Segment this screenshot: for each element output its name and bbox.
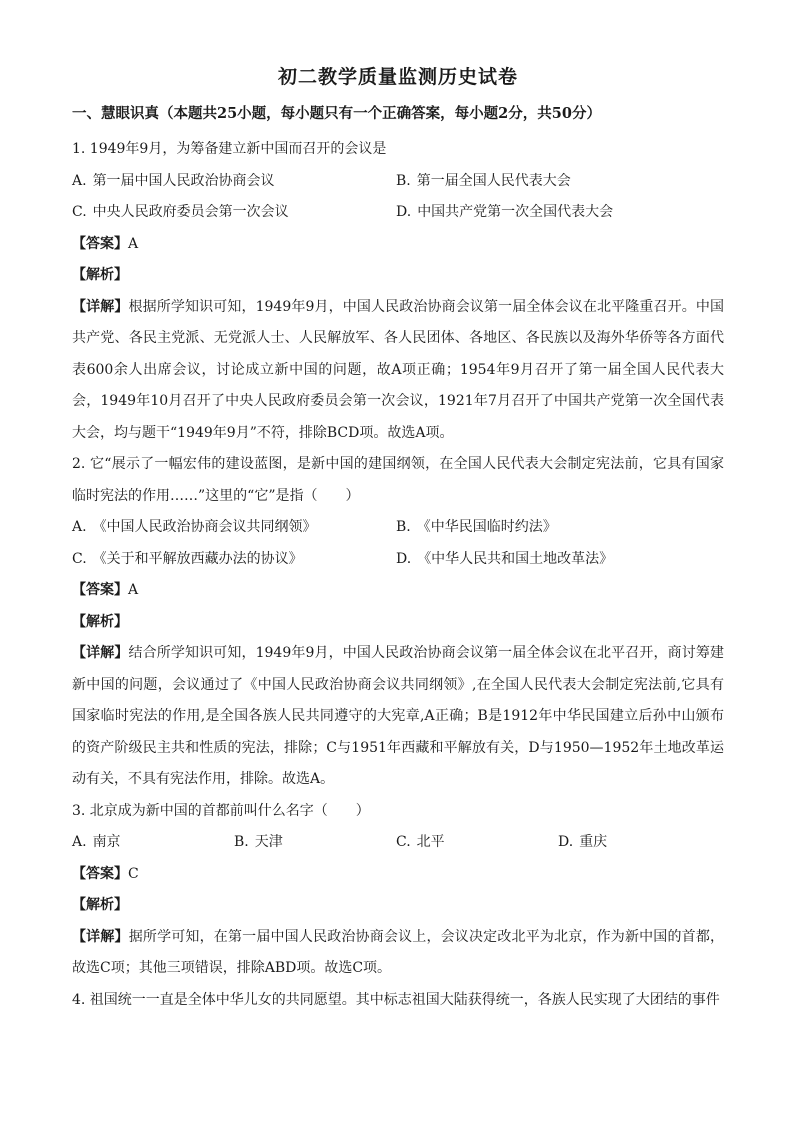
question-2 [72, 449, 724, 796]
analysis-label: 【解析】 [72, 613, 128, 630]
page-title: 初二教学质量监测历史试卷 [277, 66, 518, 88]
answer-label: 【答案】 [72, 865, 128, 882]
section-heading: 一、慧眼识真（本题共25小题，每小题只有一个正确答案，每小题2分，共50分） [72, 105, 601, 122]
detail-label: 【详解】 [72, 645, 129, 661]
detail-label: 【详解】 [72, 298, 129, 315]
answer-line [72, 575, 724, 607]
exam-page [72, 64, 724, 1016]
answer-value: A [128, 582, 139, 598]
question-stem: 1. 1949年9月，为筹备建立新中国而召开的会议是 [72, 141, 387, 157]
options-row [72, 827, 724, 859]
options-row [72, 512, 724, 544]
option-d: D. 重庆 [558, 834, 608, 850]
options-row [72, 544, 724, 576]
option-c: C. 《关于和平解放西藏办法的协议》 [72, 550, 303, 567]
detail-label: 【详解】 [72, 928, 129, 945]
detail-text: 根据所学知识可知，1949年9月，中国人民政治协商会议第一届全体会议在北平隆重召开。中国共产党、各民主党派、无党派人士、人民解放军、各人民团体、各地区、各民族以及海外华侨等各方面代表600余人出席会议，讨论成立新中国的问题，故A项正确；1954年9月召开了第一届全国人民代表大会，1949年10月召开了中央人民政府委员会第一次会议，1921年7月召开了中国共产党第一次全国代表大会，均与题干“1949年9月”不符，排除BCD项。故选A项。 [72, 298, 724, 441]
option-b: B. 天津 [234, 834, 283, 850]
detail-paragraph [72, 292, 724, 450]
detail-paragraph [72, 922, 724, 985]
answer-line [72, 229, 724, 261]
option-c: C. 中央人民政府委员会第一次会议 [72, 204, 289, 220]
question-stem: 2. 它“展示了一幅宏伟的建设蓝图，是新中国的建国纲领，在全国人民代表大会制定宪法前，它具有国家临时宪法的作用……”这里的“它”是指（ ） [72, 456, 724, 504]
question-stem: 4. 祖国统一一直是全体中华儿女的共同愿望。其中标志祖国大陆获得统一，各族人民实现了大团结的事件 [72, 991, 720, 1008]
question-4 [72, 985, 724, 1017]
question-stem: 3. 北京成为新中国的首都前叫什么名字（ ） [72, 802, 370, 819]
option-d: D. 中国共产党第一次全国代表大会 [396, 204, 614, 220]
options-row [72, 166, 724, 198]
detail-text: 据所学可知，在第一届中国人民政治协商会议上，会议决定改北平为北京，作为新中国的首都，故选C项；其他三项错误，排除ABD项。故选C项。 [72, 928, 725, 976]
question-3 [72, 796, 724, 985]
analysis-label: 【解析】 [72, 897, 128, 913]
answer-line [72, 859, 724, 891]
answer-value: A [128, 235, 139, 252]
answer-label: 【答案】 [72, 582, 128, 598]
answer-label: 【答案】 [72, 235, 128, 252]
option-a: A. 《中国人民政治协商会议共同纲领》 [72, 519, 317, 535]
analysis-label: 【解析】 [72, 267, 128, 283]
option-d: D. 《中华人民共和国土地改革法》 [396, 550, 614, 567]
detail-paragraph [72, 638, 724, 796]
options-row [72, 197, 724, 229]
option-c: C. 北平 [396, 834, 445, 850]
option-b: B. 第一届全国人民代表大会 [396, 172, 571, 189]
detail-text: 结合所学知识可知，1949年9月，中国人民政治协商会议第一届全体会议在北平召开，商讨筹建新中国的问题，会议通过了《中国人民政治协商会议共同纲领》,在全国人民代表大会制定宪法前,它具有国家临时宪法的作用,是全国各族人民共同遵守的大宪章,A正确；B是1912年中华民国建立后孙中山颁布的资产阶级民主共和性质的宪法，排除；C与1951年西藏和平解放有关，D与1950—1952年土地改革运动有关，不具有宪法作用，排除。故选A。 [72, 645, 724, 787]
option-b: B. 《中华民国临时约法》 [396, 519, 557, 535]
question-1 [72, 134, 724, 449]
option-a: A. 南京 [72, 834, 121, 850]
option-a: A. 第一届中国人民政治协商会议 [72, 172, 275, 189]
answer-value: C [128, 865, 139, 882]
